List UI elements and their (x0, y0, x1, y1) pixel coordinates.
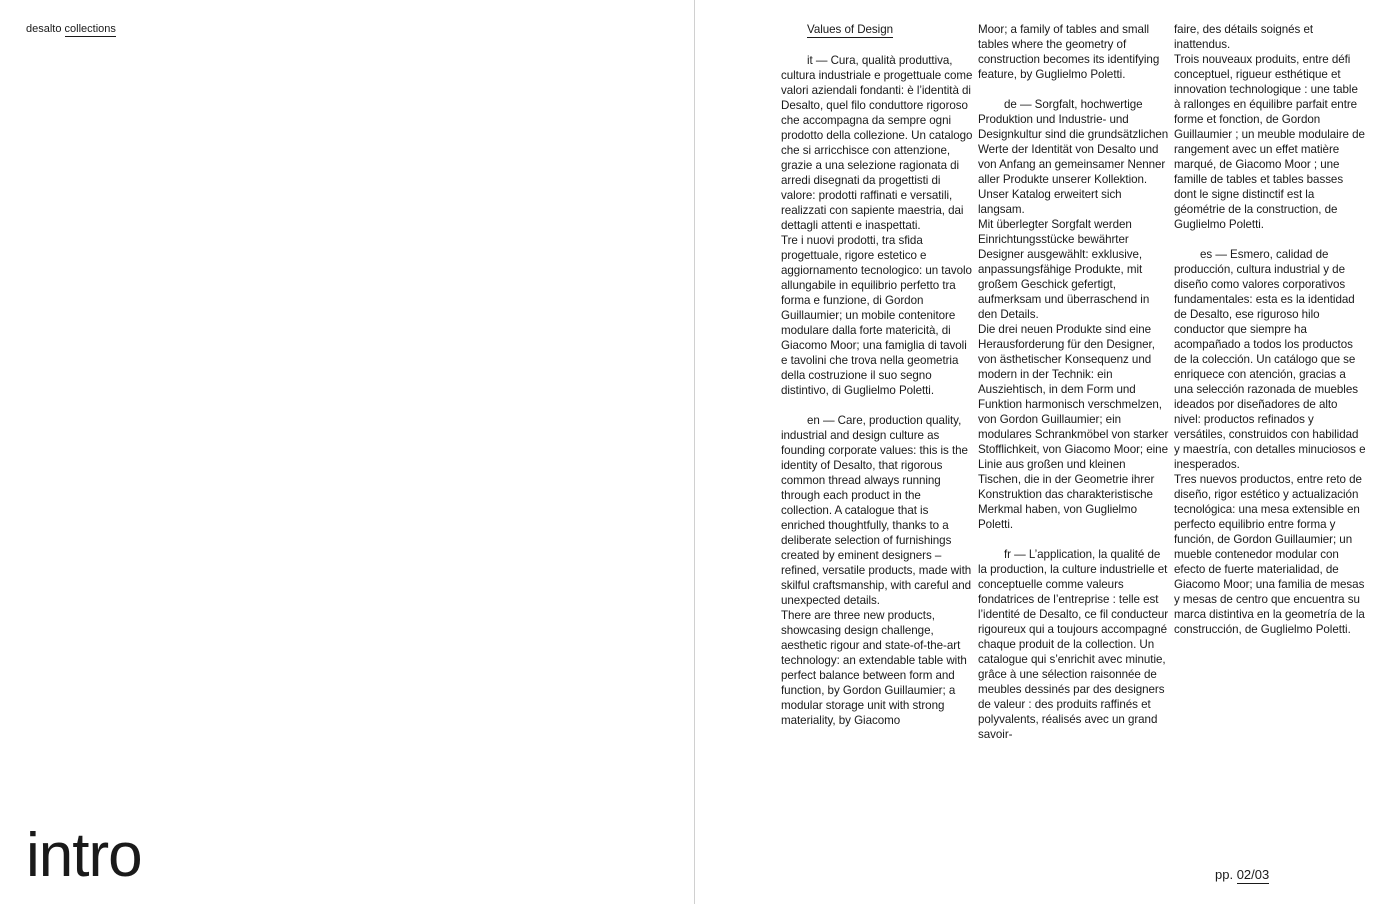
brand-name: desalto (26, 23, 62, 35)
paragraph-en-products-continued: Moor; a family of tables and small tables where the geometry of construction becomes its identifying feature, by Guglielmo Poletti. (978, 23, 1160, 81)
paragraph-es-products: Tres nuevos productos, entre reto de diseño, rigor estético y actualización tecnológica: una mesa extensible en perfecto equilibrio entre forma y función, de Gordon Guillaumier; un mueble contenedor modular con efecto de fuerte materialidad, de Giacomo Moor; una familia de mesas y mesas de centro que encuentra su marca distintiva en la geometría de la construcción, de Guglielmo Poletti. (1174, 473, 1365, 636)
paragraph-fr-products: Trois nouveaux produits, entre défi conceptuel, rigueur esthétique et innovation technologique : une table à rallonges en équilibre parfait entre forme et fonction, de Gordon Guillaumier ; un meuble modulaire de rangement avec un effet matière marqué, de Giacomo Moor ; une famille de tables et tables basses dont le signe distinctif est la géométrie de la construction, de Guglielmo Poletti. (1174, 53, 1365, 231)
collections-link[interactable]: collections (64, 23, 116, 35)
text-column-3 (1174, 22, 1366, 637)
text-column-2 (978, 22, 1170, 742)
paragraph-fr-intro-continued: faire, des détails soignés et inattendus. (1174, 23, 1314, 51)
right-page (695, 0, 1388, 904)
page-number (1215, 866, 1269, 884)
paragraph-de-selection: Mit überlegter Sorgfalt werden Einrichtungsstücke bewährter Designer ausgewählt: exklusive, anpassungsfähige Produkte, mit großem Geschick gefertigt, aufmerksam und überraschend in den Details. (978, 218, 1150, 321)
values-of-design-heading: Values of Design (807, 23, 893, 36)
paragraph-it-products: Tre i nuovi prodotti, tra sfida progettuale, rigore estetico e aggiornamento tecnologico: un tavolo allungabile in equilibrio perfetto tra forma e funzione, di Gordon Guillaumier; un mobile contenitore modulare dalla forte matericità, di Giacomo Moor; una famiglia di tavoli e tavolini che trova nella geometria della costruzione il suo segno distintivo, di Guglielmo Poletti. (781, 234, 972, 397)
paragraph-de-intro: de — Sorgfalt, hochwertige Produktion und Industrie- und Designkultur sind die grundsätzlichen Werte der Identität von Desalto und von Anfang an gemeinsamer Nenner aller Produkte unserer Kollektion. Unser Katalog erweitert sich langsam. (978, 98, 1169, 216)
section-title: intro (26, 821, 142, 890)
page-number-value[interactable]: 02/03 (1236, 867, 1270, 882)
paragraph-de-products: Die drei neuen Produkte sind eine Herausforderung für den Designer, von ästhetischer Konsequenz und modern in der Technik: ein Ausziehtisch, in dem Form und Funktion harmonisch verschmelzen, von Gordon Guillaumier; ein modulares Schrankmöbel von starker Stofflichkeit, von Giacomo Moor; eine Linie aus großen und kleinen Tischen, die in der Geometrie ihrer Konstruktion das charakteristische Merkmal haben, von Guglielmo Poletti. (978, 323, 1169, 531)
text-column-1 (781, 22, 973, 728)
brand-header (26, 22, 116, 36)
page-number-prefix: pp. (1215, 867, 1234, 882)
paragraph-en-products: There are three new products, showcasing design challenge, aesthetic rigour and state-of-the-art technology: an extendable table with perfect balance between form and function, by Gordon Guillaumier; a modular storage unit with strong materiality, by Giacomo (781, 609, 967, 727)
paragraph-en-intro: en — Care, production quality, industrial and design culture as founding corporate values: this is the identity of Desalto, that rigorous common thread always running through each product in the collection. A catalogue that is enriched thoughtfully, thanks to a deliberate selection of furnishings created by eminent designers – refined, versatile products, made with skilful craftsmanship, with careful and unexpected details. (781, 414, 972, 607)
paragraph-es-intro: es — Esmero, calidad de producción, cultura industrial y de diseño como valores corporativos fundamentales: esta es la identidad de Desalto, ese riguroso hilo conductor que siempre ha acompañado a todos los productos de la colección. Un catálogo que se enriquece con atención, gracias a una selección razonada de muebles ideados por diseñadores de alto nivel: productos refinados y versátiles, construidos con habilidad y maestría, con detalles minuciosos e inesperados. (1174, 248, 1366, 471)
paragraph-it-intro: it — Cura, qualità produttiva, cultura industriale e progettuale come valori aziendali fondanti: è l’identità di Desalto, quel filo conduttore rigoroso che accompagna da sempre ogni prodotto della collezione. Un catalogo che si arricchisce con attenzione, grazie a una selezione ragionata di arredi disegnati da progettisti di valore: prodotti raffinati e versatili, realizzati con sapiente maestria, dai dettagli attenti e inaspettati. (781, 54, 973, 232)
paragraph-fr-intro: fr — L’application, la qualité de la production, la culture industrielle et conceptuelle comme valeurs fondatrices de l’entreprise : telle est l’identité de Desalto, ce fil conducteur rigoureux qui a toujours accompagné chaque produit de la collection. Un catalogue qui s’enrichit avec minutie, grâce à une sélection raisonnée de meubles dessinés par des designers de valeur : des produits raffinés et polyvalents, réalisés avec un grand savoir- (978, 548, 1169, 741)
